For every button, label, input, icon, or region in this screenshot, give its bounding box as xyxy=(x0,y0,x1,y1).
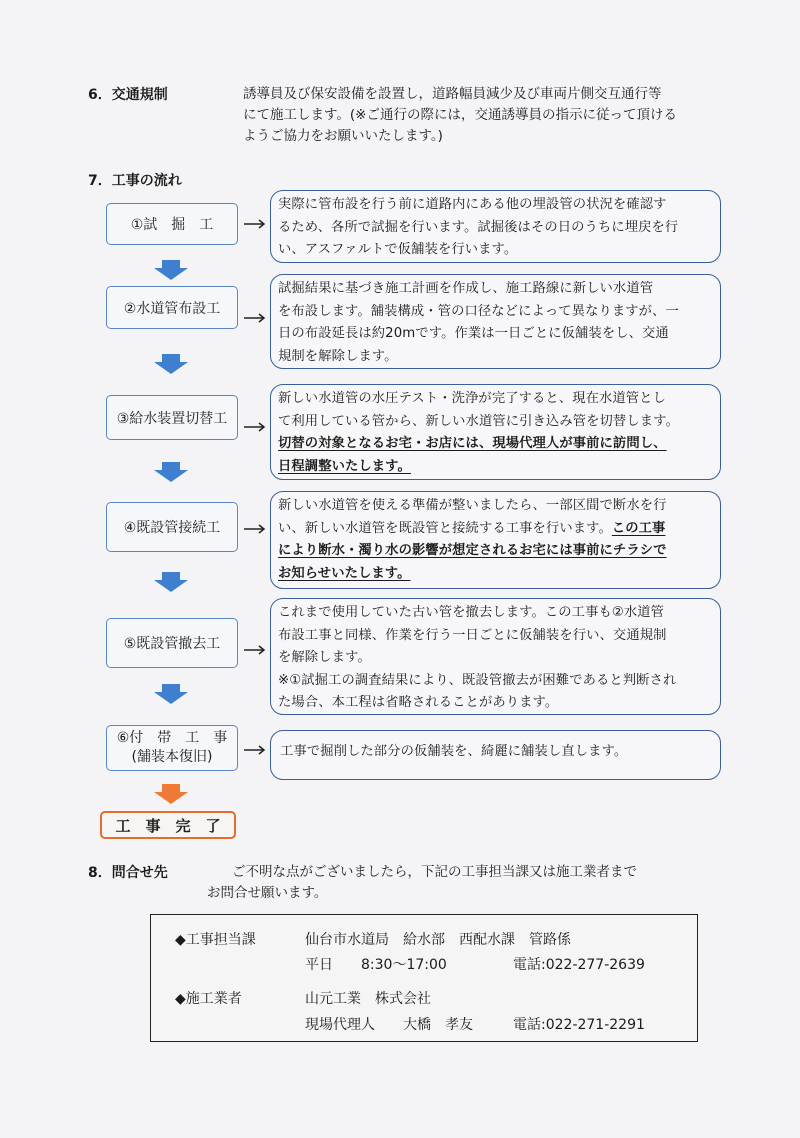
step-5-line: これまで使用していた古い管を撤去します。この工事も②水道管 xyxy=(278,605,665,620)
step-6-box xyxy=(106,725,238,771)
section-6-line: ようご協力をお願いいたします。) xyxy=(243,128,443,144)
step-2-box xyxy=(106,286,238,329)
down-arrow-icon xyxy=(153,462,189,482)
step-1-box xyxy=(106,203,238,245)
down-arrow-icon xyxy=(153,684,189,704)
contractor-person: 現場代理人 大橋 孝友 xyxy=(305,1017,473,1033)
step-1-line: 実際に管布設を行う前に道路内にある他の埋設管の状況を確認す xyxy=(278,197,667,212)
step-1-description xyxy=(270,190,721,263)
section-8-line: ご不明な点がございましたら，下記の工事担当課又は施工業者まで xyxy=(232,864,637,880)
section-6-line: 誘導員及び保安設備を設置し，道路幅員減少及び車両片側交互通行等 xyxy=(243,86,662,102)
step-3-line: て利用している管から、新しい水道管に引き込み管を切替します。 xyxy=(278,413,679,429)
right-arrow-icon xyxy=(244,524,266,534)
step-6-sublabel: (舗装本復旧) xyxy=(131,749,213,765)
step-4-line-part: い、新しい水道管を既設管と接続する工事を行います。 xyxy=(278,520,612,536)
construction-complete-box xyxy=(100,811,236,839)
step-2-line: 規制を解除します。 xyxy=(278,348,398,364)
step-3-line-emphasis: 日程調整いたします。 xyxy=(278,458,411,474)
dept-phone: 電話:022-277-2639 xyxy=(513,957,645,973)
step-4-description xyxy=(270,491,721,589)
step-5-line: た場合、本工程は省略されることがあります。 xyxy=(278,695,559,710)
right-arrow-icon xyxy=(244,745,266,755)
step-6-description xyxy=(270,730,721,780)
contact-box xyxy=(150,914,698,1042)
section-6-heading: 6．交通規制 xyxy=(88,87,168,103)
step-1-label: ①試 掘 工 xyxy=(130,217,214,233)
step-4-line-emphasis: この工事 xyxy=(611,520,666,536)
step-6-line: 工事で掘削した部分の仮舗装を、綺麗に舗装し直します。 xyxy=(280,744,628,759)
section-6-line: にて施工します。(※ご通行の際には，交通誘導員の指示に従って頂ける xyxy=(243,107,677,123)
down-arrow-orange-icon xyxy=(153,784,189,804)
construction-complete-label: 工 事 完 了 xyxy=(115,816,221,835)
dept-hours: 平日 8:30～17:00 xyxy=(305,957,447,973)
step-5-line: ※①試掘工の調査結果により、既設管撤去が困難であると判断され xyxy=(278,672,677,688)
step-5-box xyxy=(106,618,238,668)
step-4-line-emphasis: により断水・濁り水の影響が想定されるお宅には事前にチラシで xyxy=(278,543,667,558)
down-arrow-icon xyxy=(153,572,189,592)
dept-label: ◆工事担当課 xyxy=(175,932,256,948)
section-7-heading: 7．工事の流れ xyxy=(88,173,182,189)
step-1-line: い、アスファルトで仮舗装を行います。 xyxy=(278,242,518,257)
step-5-line: を解除します。 xyxy=(278,650,371,665)
step-3-description xyxy=(270,384,721,480)
section-8-heading: 8．問合せ先 xyxy=(88,865,168,881)
step-4-line xyxy=(278,518,716,541)
step-4-line-emphasis: お知らせいたします。 xyxy=(278,565,411,581)
step-3-label: ③給水装置切替工 xyxy=(116,410,228,427)
right-arrow-icon xyxy=(244,219,266,229)
right-arrow-icon xyxy=(244,645,266,655)
step-3-box xyxy=(106,395,238,440)
contractor-name: 山元工業 株式会社 xyxy=(305,991,431,1007)
step-5-line: 布設工事と同様、作業を行う一日ごとに仮舗装を行い、交通規制 xyxy=(278,627,667,643)
step-3-line: 新しい水道管の水圧テスト・洗浄が完了すると、現在水道管とし xyxy=(278,391,666,406)
step-4-label: ④既設管接続工 xyxy=(123,520,221,536)
right-arrow-icon xyxy=(244,313,266,323)
step-2-line: を布設します。舗装構成・管の口径などによって異なりますが、一 xyxy=(278,303,679,319)
section-6-text xyxy=(243,84,677,147)
contractor-label: ◆施工業者 xyxy=(175,991,242,1007)
contractor-phone: 電話:022-271-2291 xyxy=(513,1017,645,1033)
step-2-label: ②水道管布設工 xyxy=(123,300,221,317)
down-arrow-icon xyxy=(153,354,189,374)
step-2-line: 日の布設延長は約20mです。作業は一日ごとに仮舗装をし、交通 xyxy=(278,326,669,341)
step-3-line-emphasis: 切替の対象となるお宅・お店には、現場代理人が事前に訪問し、 xyxy=(278,436,667,451)
step-2-line: 試掘結果に基づき施工計画を作成し、施工路線に新しい水道管 xyxy=(278,281,654,296)
step-4-line: 新しい水道管を使える準備が整いましたら、一部区間で断水を行 xyxy=(278,498,667,513)
down-arrow-icon xyxy=(153,260,189,280)
dept-name: 仙台市水道局 給水部 西配水課 管路係 xyxy=(305,932,571,948)
step-1-line: るため、各所で試掘を行います。試掘後はその日のうちに埋戻を行 xyxy=(278,219,679,235)
step-5-label: ⑤既設管撤去工 xyxy=(123,636,221,652)
step-5-description xyxy=(270,598,721,715)
step-6-label: ⑥付 帯 工 事 xyxy=(116,730,228,746)
step-4-box xyxy=(106,502,238,552)
right-arrow-icon xyxy=(244,422,266,432)
step-2-description xyxy=(270,274,721,369)
section-8-line: お問合せ願います。 xyxy=(207,885,328,901)
